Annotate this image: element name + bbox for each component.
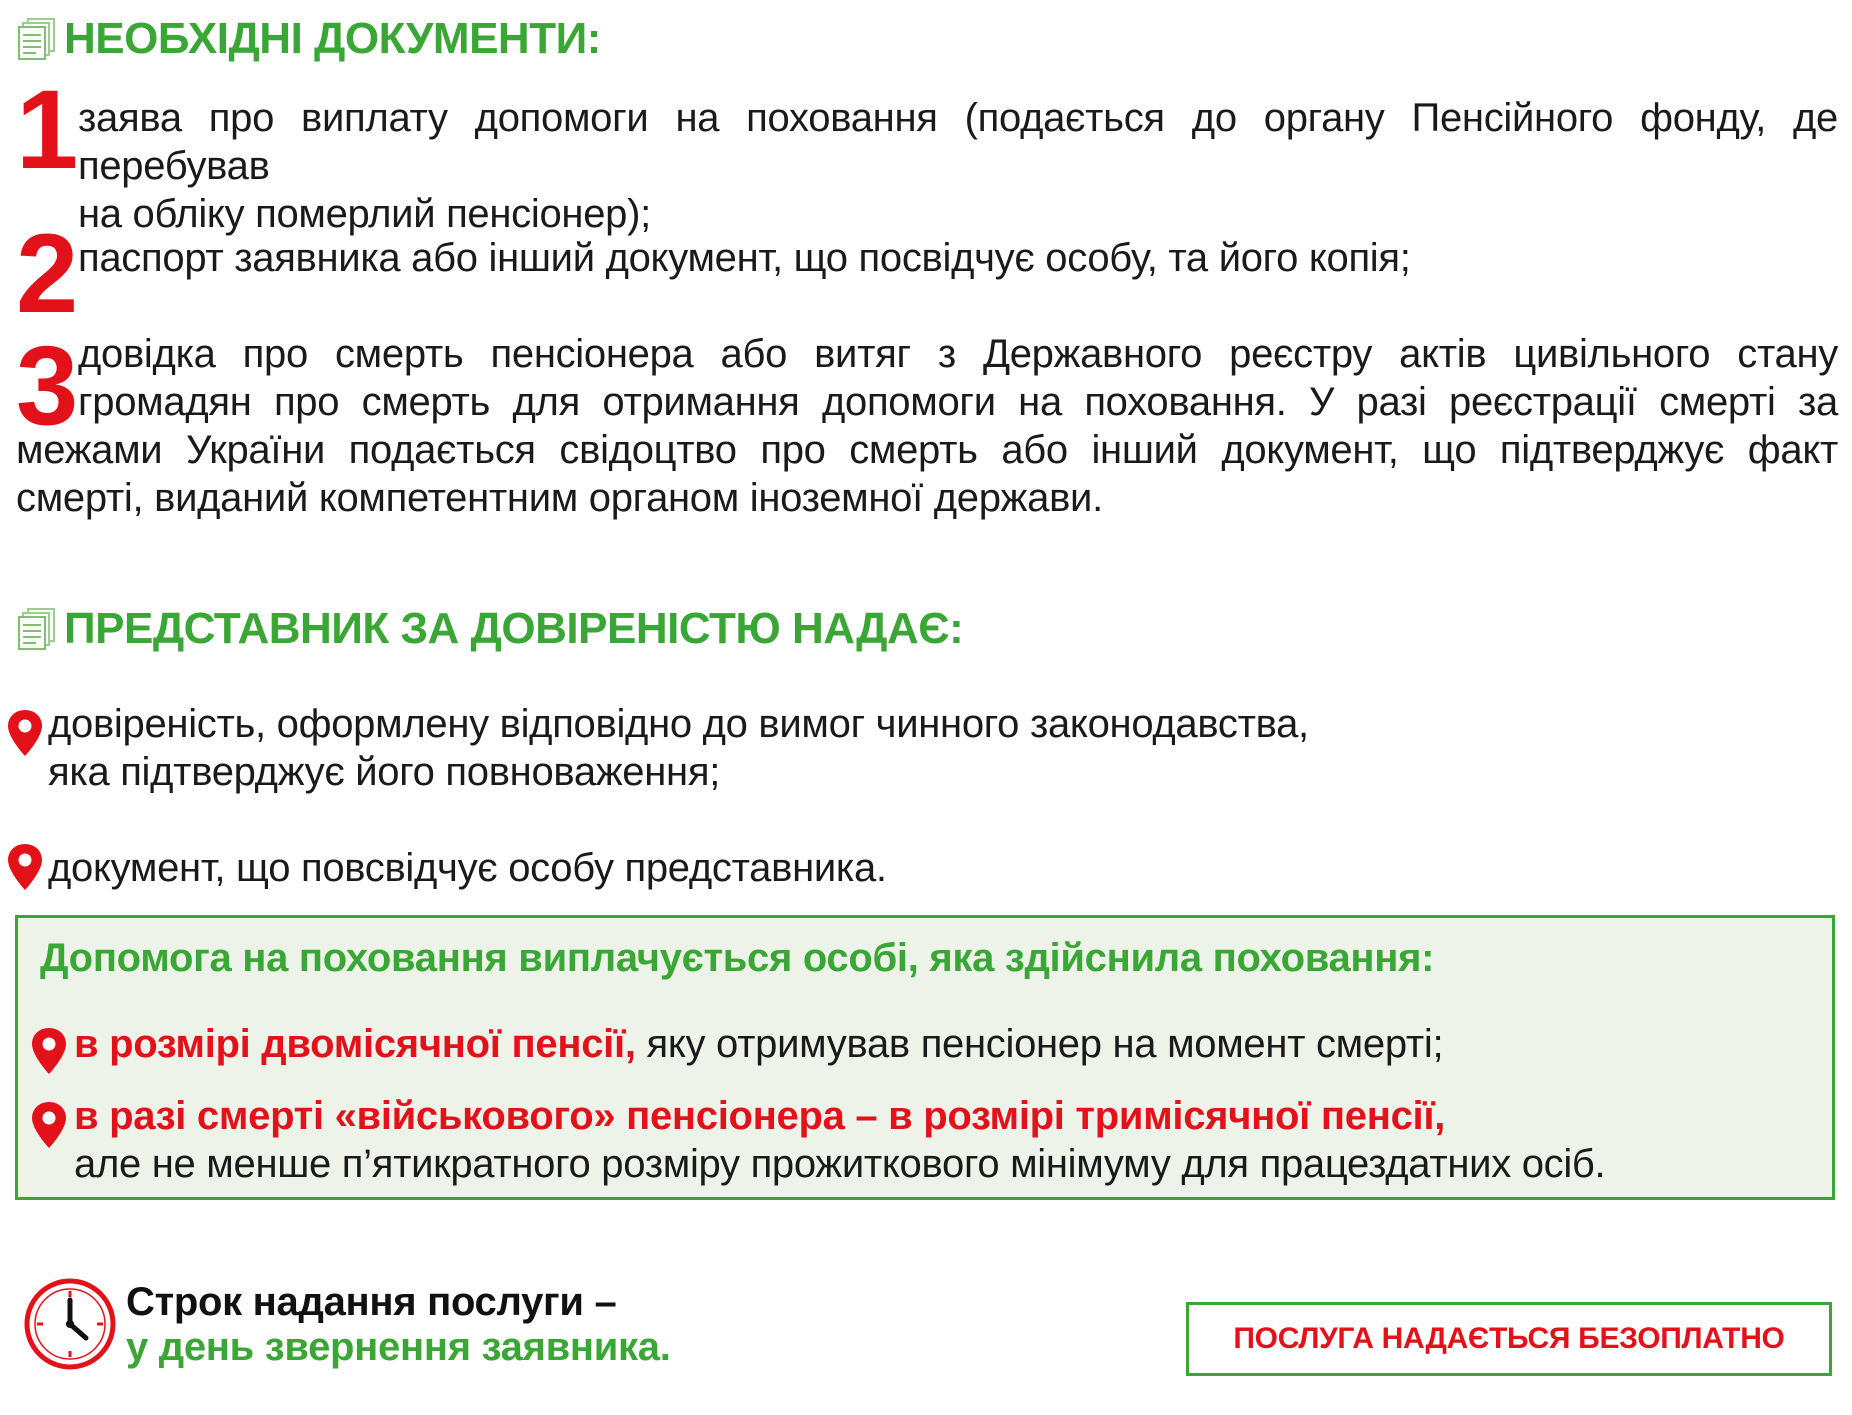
heading-text: НЕОБХІДНІ ДОКУМЕНТИ: [64, 14, 601, 63]
item-line: документ, що повсвідчує особу представника. [48, 846, 887, 890]
payment-item-1-rest: яку отримував пенсіонер на момент смерті; [635, 1022, 1444, 1066]
free-service-badge [1186, 1302, 1832, 1376]
payment-item-1 [74, 1020, 1443, 1068]
payment-item-1-bold: в розмірі двомісячної пенсії, [74, 1022, 636, 1066]
location-pin-icon [6, 842, 44, 892]
documents-icon [18, 607, 58, 651]
proxy-item-2 [48, 844, 1548, 892]
required-documents-heading [18, 14, 601, 64]
documents-icon [18, 17, 58, 61]
service-term [126, 1280, 671, 1370]
required-doc-item-1 [78, 94, 1838, 238]
item-line: громадян про смерть для отримання допомоги на поховання. У разі реєстрації смерті за [78, 380, 1838, 424]
payment-item-2-rest: але не менше п’ятикратного розміру прожиткового мінімуму для працездатних осіб. [74, 1142, 1606, 1186]
item-line: межами України подається свідоцтво про смерть або інший документ, що підтверджує факт [16, 428, 1838, 472]
heading-text: ПРЕДСТАВНИК ЗА ДОВІРЕНІСТЮ НАДАЄ: [64, 604, 964, 653]
location-pin-icon [6, 708, 44, 758]
term-line-1: Строк надання послуги – [126, 1280, 617, 1324]
item-line: на обліку померлий пенсіонер); [78, 192, 651, 236]
required-doc-item-2 [78, 234, 1838, 282]
required-doc-item-3a [78, 330, 1838, 426]
item-line: довіреність, оформлену відповідно до вимог чинного законодавства, [48, 702, 1309, 746]
required-doc-item-3b [16, 426, 1838, 522]
location-pin-icon [30, 1026, 68, 1076]
proxy-item-1 [48, 700, 1548, 796]
item-number-3: 3 [16, 323, 73, 448]
payment-box-title: Допомога на поховання виплачується особі, яка здійснила поховання: [40, 936, 1435, 980]
item-line: смерті, виданий компетентним органом іноземної держави. [16, 476, 1103, 520]
payment-item-2-bold: в разі смерті «військового» пенсіонера – в розмірі тримісячної пенсії, [74, 1094, 1446, 1138]
proxy-heading [18, 604, 963, 654]
item-line: заява про виплату допомоги на поховання (подається до органу Пенсійного фонду, де перебував [78, 96, 1838, 188]
payment-item-2 [74, 1092, 1605, 1188]
item-number-2: 2 [16, 211, 73, 336]
item-line: яка підтверджує його повноваження; [48, 750, 721, 794]
term-line-2: у день звернення заявника. [126, 1325, 671, 1369]
item-line: довідка про смерть пенсіонера або витяг з Державного реєстру актів цивільного стану [78, 332, 1838, 376]
clock-icon [22, 1276, 118, 1372]
item-number-1: 1 [16, 67, 73, 192]
free-service-label: ПОСЛУГА НАДАЄТЬСЯ БЕЗОПЛАТНО [1233, 1322, 1785, 1355]
item-line: паспорт заявника або інший документ, що посвідчує особу, та його копія; [78, 236, 1411, 280]
location-pin-icon [30, 1100, 68, 1150]
